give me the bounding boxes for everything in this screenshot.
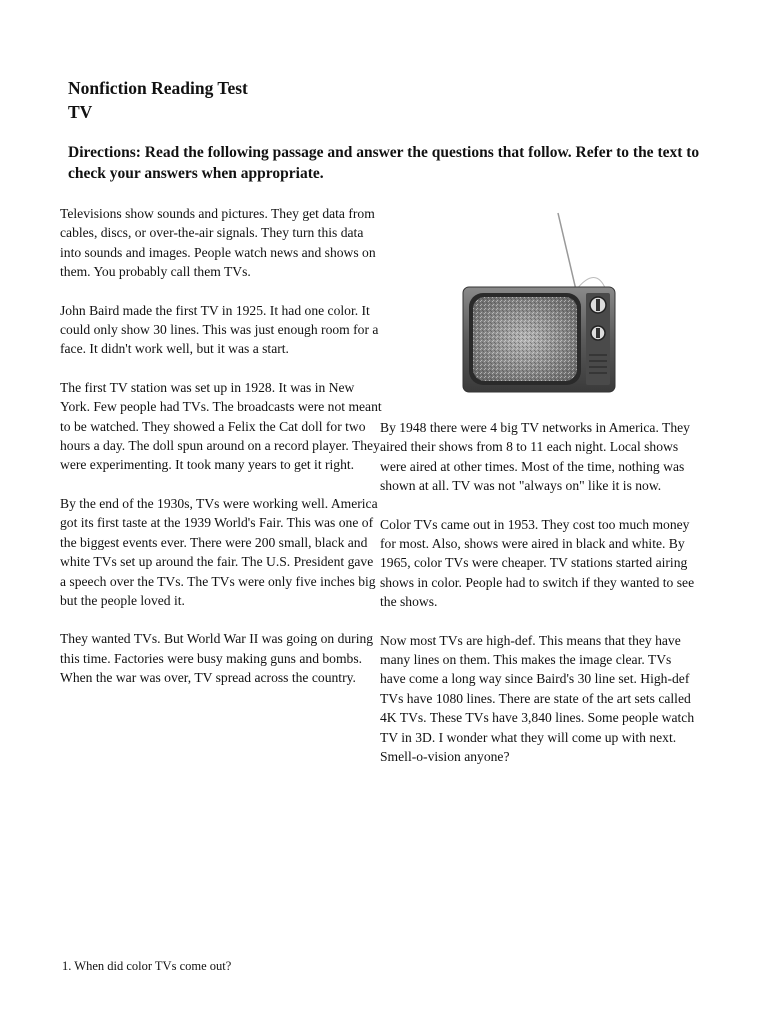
paragraph: Now most TVs are high-def. This means that they have many lines on them. This makes the image clear. TVs have come a long way since Baird's 30 line set. High-def TVs have 1080 lines. There are state of the art sets called 4K TVs. These TVs have 3,840 lines. Some people watch TV in 3D. I wonder what they will come up with next. Smell-o-vision anyone? [380,632,695,765]
paragraph: By the end of the 1930s, TVs were working well. America got its first taste at the 1939 World's Fair. This was one of the biggest events ever. There were 200 small, black and white TVs set up around the fair. The U.S. President gave a speech over the TVs. The TVs were only five inches big but the people loved it. [60,495,378,608]
directions-label: Directions: [68,144,141,161]
title-line-1: Nonfiction Reading Test [68,78,248,98]
paragraph: By 1948 there were 4 big TV networks in America. They aired their shows from 8 to 11 each night. Local shows were aired at other times. Most of the time, nothing was shown at all. TV was not "always on" like it is now. [380,420,690,494]
paragraph: John Baird made the first TV in 1925. It had one color. It could only show 30 lines. This was just enough room for a face. It didn't work well, but it was a start. [60,302,379,357]
question-1: 1. When did color TVs come out? [62,959,232,973]
paragraph: The first TV station was set up in 1928. It was in New York. Few people had TVs. The broadcasts were not meant to be watched. They showed a Felix the Cat doll for two hours a day. The doll spun around on a record player. They were experimenting. It took many years to get it right. [60,379,382,473]
television-image [456,205,621,397]
directions-text: Read the following passage and answer the questions that follow. Refer to the text to check your answers when appropriate. [68,144,700,182]
page-title [68,76,248,124]
paragraph: Color TVs came out in 1953. They cost too much money for most. Also, shows were aired in black and white. By 1965, color TVs were cheaper. TV stations started airing shows in color. People had to switch if they wanted to see the shows. [380,516,695,610]
directions [68,142,708,184]
passage-right-column [380,418,700,786]
title-line-2: TV [68,102,93,122]
paragraph: Televisions show sounds and pictures. They get data from cables, discs, or over-the-air signals. They turn this data into sounds and images. People watch news and shows on them. You probably call them TVs. [60,206,376,280]
passage-left-column [60,204,382,707]
paragraph: They wanted TVs. But World War II was going on during this time. Factories were busy making guns and bombs. When the war was over, TV spread across the country. [60,631,374,686]
